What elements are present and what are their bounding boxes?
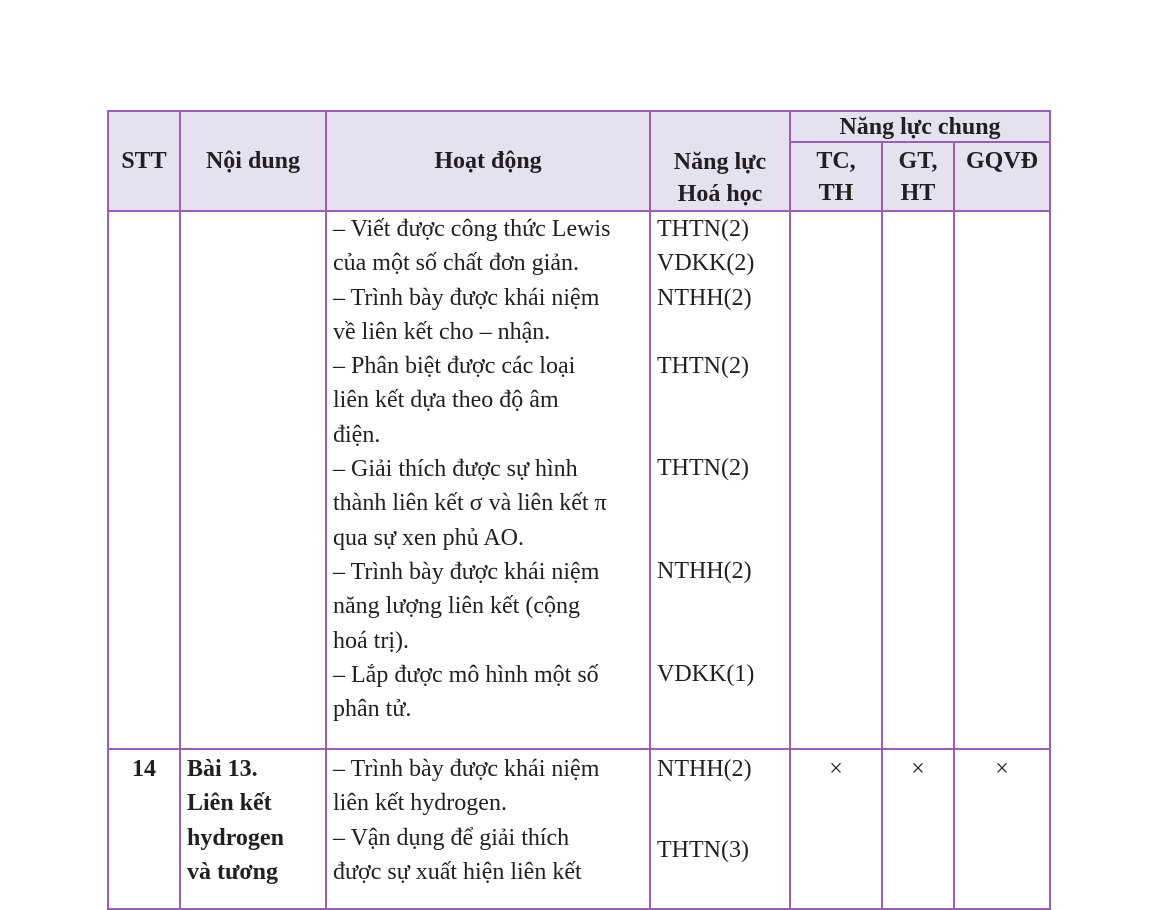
activity-line: – Trình bày được khái niệm [333,558,600,585]
content-line: hydrogen [187,824,284,851]
header-gqvd: GQVĐ [954,142,1050,211]
competence-code: VDKK(1) [657,661,755,688]
activity-line: của một số chất đơn giản. [333,250,579,277]
competence-code: VDKK(2) [657,250,755,277]
spacer [657,520,789,554]
header-chem-competence [650,111,790,211]
content-line: Liên kết [187,790,272,817]
header-tc-th [790,142,882,211]
competence-code: NTHH(2) [657,756,752,782]
header-gt-ht [882,142,954,211]
spacer [657,383,789,417]
competence-table [107,110,1051,910]
row-stt [108,211,180,749]
activity-line: – Phân biệt được các loại [333,353,576,380]
header-chem-line-2: Hoá học [677,181,763,207]
competence-code: THTN(2) [657,455,749,482]
activity-line: được sự xuất hiện liên kết [333,858,582,885]
activity-line: liên kết dựa theo độ âm [333,387,559,414]
activity-line: hoá trị). [333,627,409,654]
row-tc-th: × [790,749,882,909]
row-gqvd [954,211,1050,749]
competence-code: THTN(3) [657,837,749,864]
row-competences [650,749,790,909]
competence-code: THTN(2) [657,216,749,242]
activity-line: – Giải thích được sự hình [333,456,578,483]
spacer [657,486,789,520]
header-activity: Hoạt động [326,111,650,211]
activity-line: – Vận dụng để giải thích [333,824,570,851]
activity-line: điện. [333,421,381,448]
competence-code: NTHH(2) [657,284,752,311]
table-row [108,749,1050,909]
activity-line: về liên kết cho – nhận. [333,318,551,345]
activity-line: – Trình bày được khái niệm [333,284,600,311]
activity-line: – Lắp được mô hình một số [333,661,599,688]
header-general-competence: Năng lực chung [790,111,1050,142]
activity-line: thành liên kết σ và liên kết π [333,490,607,517]
header-stt: STT [108,111,180,211]
spacer [657,589,789,623]
row-activities [326,749,650,909]
row-content [180,749,326,909]
content-line: Bài 13. [187,756,258,782]
activity-line: phân tử. [333,696,412,723]
row-content [180,211,326,749]
header-tc-line-2: TH [818,179,854,206]
competence-code: THTN(2) [657,352,749,379]
header-tc-line-1: TC, [816,147,856,174]
header-content: Nội dung [180,111,326,211]
activity-line: năng lượng liên kết (cộng [333,593,580,620]
row-activities [326,211,650,749]
header-chem-line-1: Năng lực [673,149,767,175]
row-competences [650,211,790,749]
header-gt-line-1: GT, [898,147,938,174]
row-gqvd: × [954,749,1050,909]
row-gt-ht: × [882,749,954,909]
activity-line: qua sự xen phủ AO. [333,524,524,551]
competence-code: NTHH(2) [657,558,752,585]
row-stt: 14 [108,749,180,909]
activity-line: liên kết hydrogen. [333,790,507,817]
spacer [657,417,789,451]
table-row [108,211,1050,749]
spacer [657,623,789,657]
activity-line: – Viết được công thức Lewis [333,216,611,242]
row-gt-ht [882,211,954,749]
header-gt-line-2: HT [900,179,936,206]
activity-line: – Trình bày được khái niệm [333,756,600,782]
row-tc-th [790,211,882,749]
content-line: và tương [187,858,279,885]
